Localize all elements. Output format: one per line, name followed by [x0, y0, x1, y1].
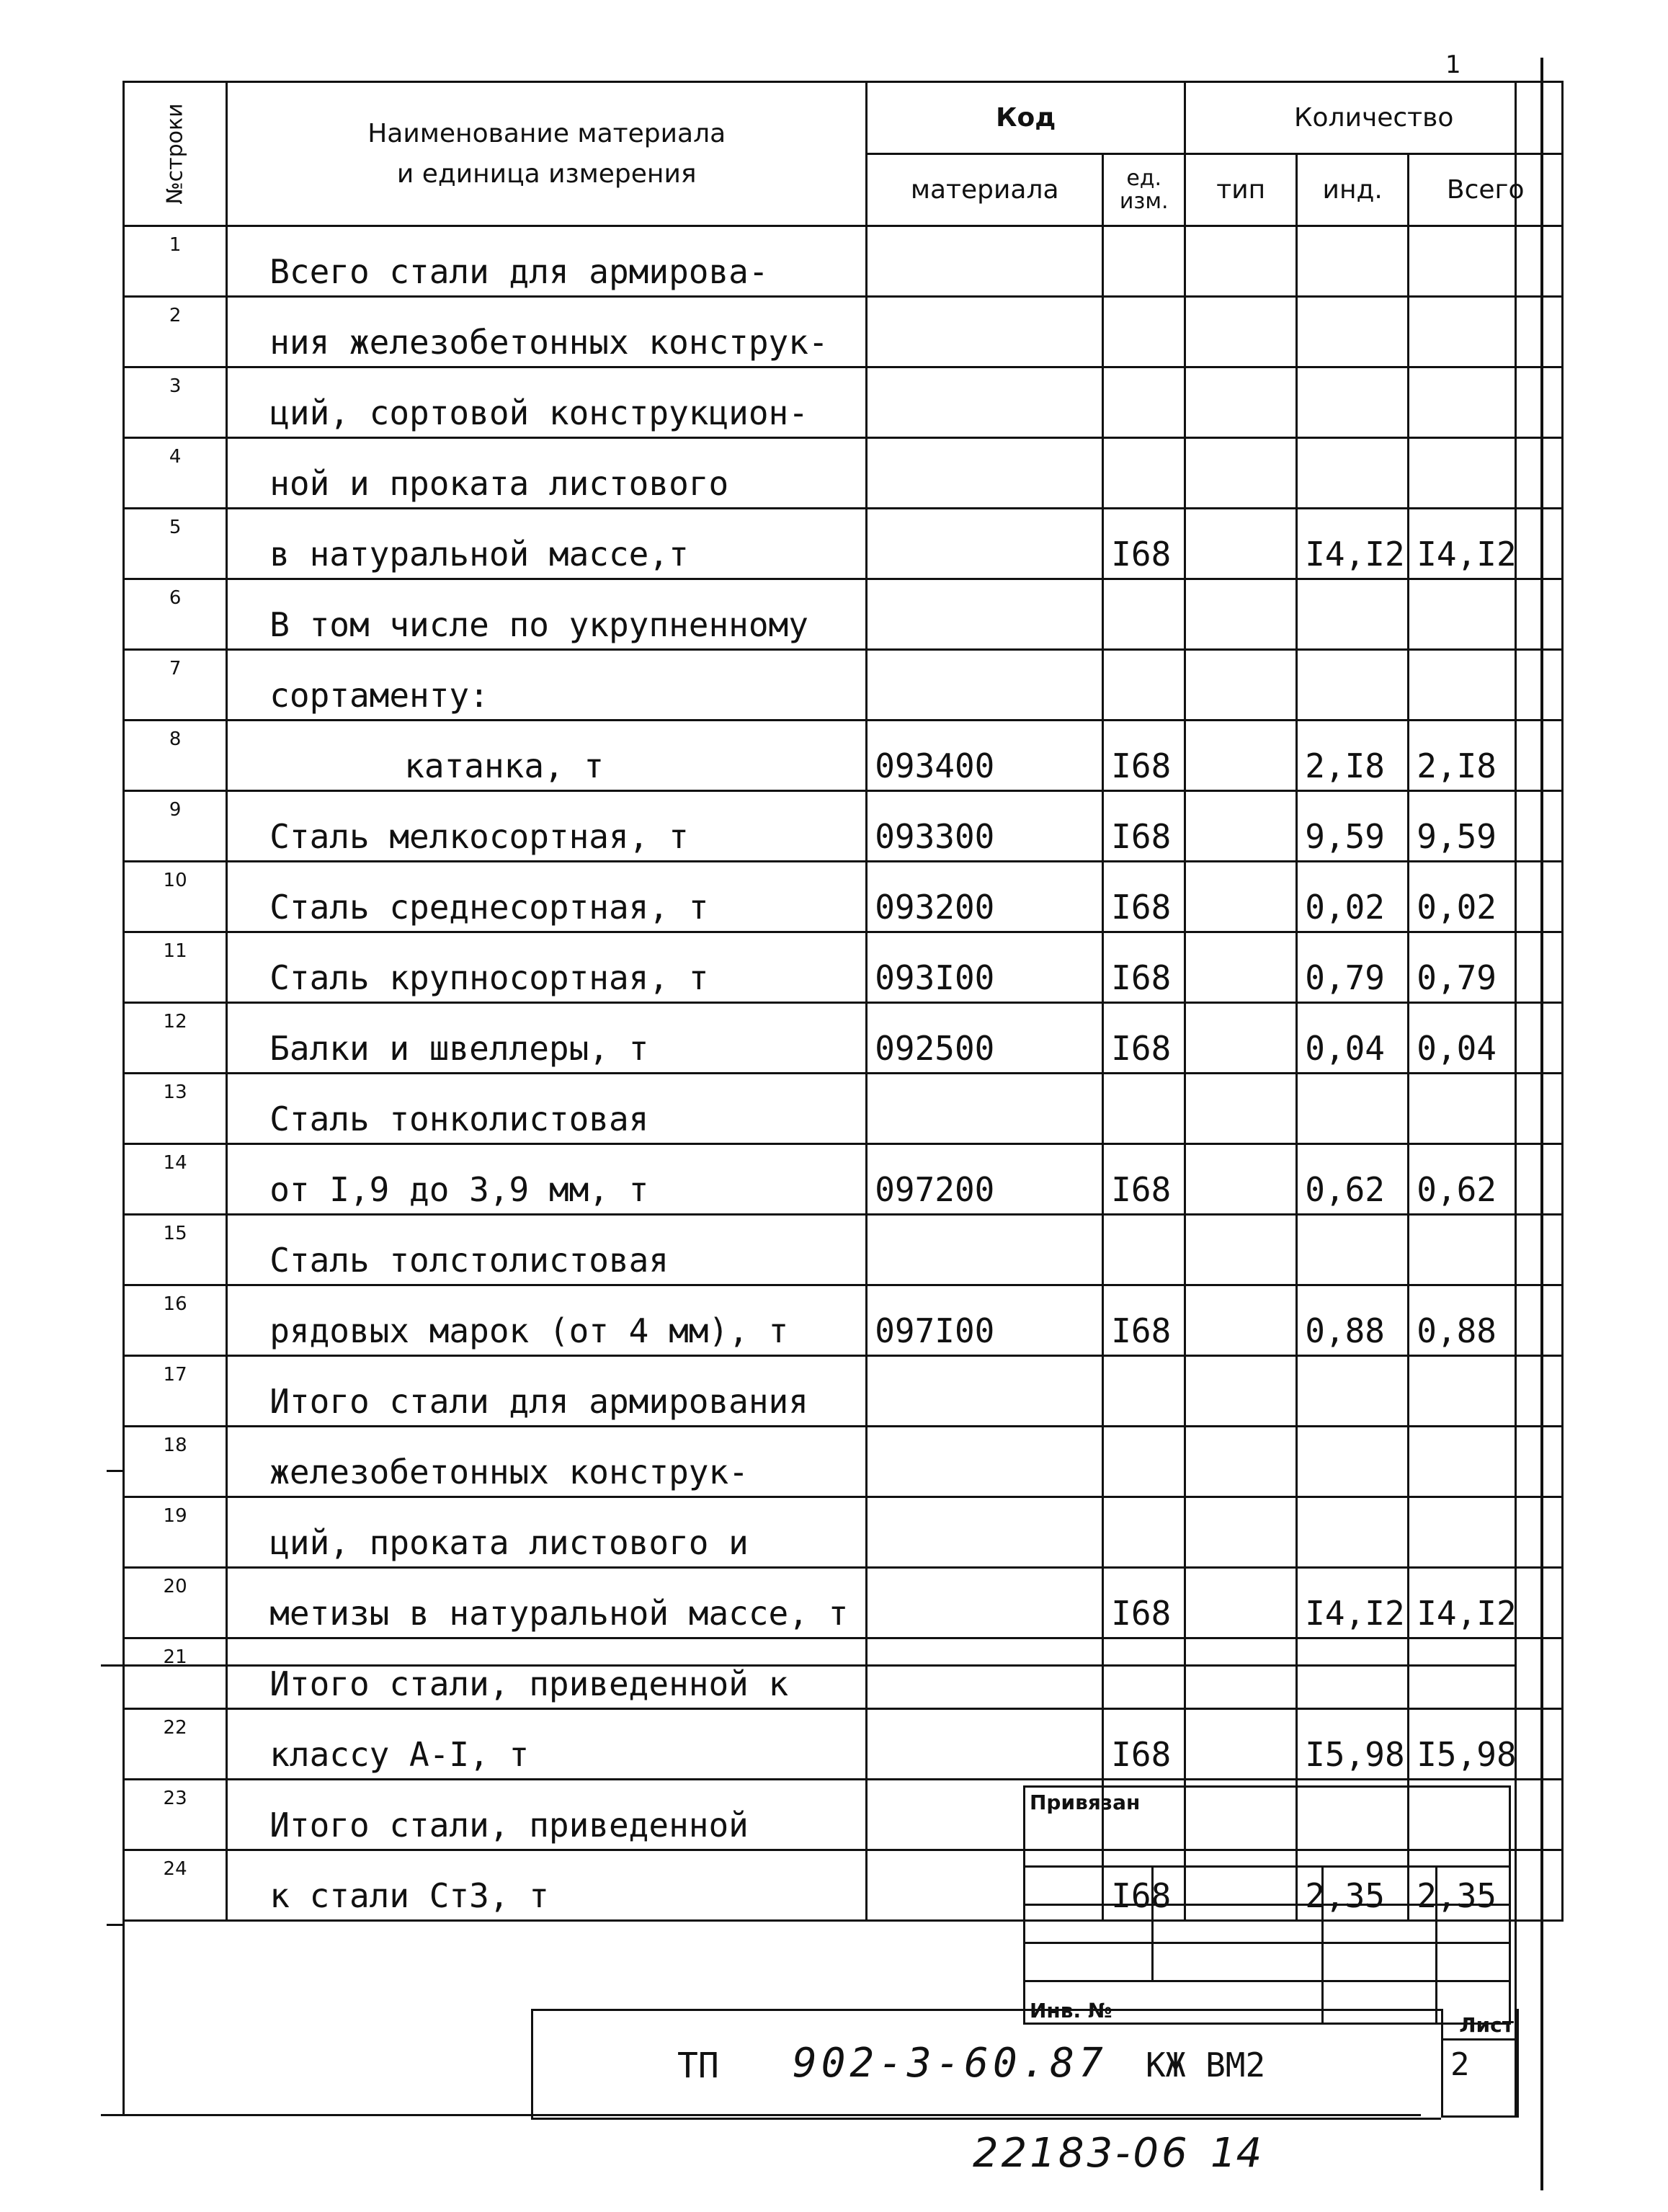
table-row	[124, 721, 1563, 791]
row-number-cell: 7	[124, 650, 227, 721]
table-row	[124, 1074, 1563, 1144]
table-row	[124, 226, 1563, 297]
material-code-cell	[867, 509, 1103, 579]
unit-code-cell	[1103, 1215, 1185, 1285]
unit-code-cell	[1103, 650, 1185, 721]
material-code-cell: 092500	[867, 1003, 1103, 1074]
type-qty-cell	[1185, 1285, 1297, 1356]
material-name-cell: классу А-I, т	[227, 1709, 867, 1780]
total-qty-cell	[1409, 650, 1563, 721]
stamp-cell	[1323, 1867, 1437, 1905]
material-name-cell: в натуральной массе,т	[227, 509, 867, 579]
stamp-cell	[1025, 1867, 1153, 1905]
type-qty-cell	[1185, 1497, 1297, 1568]
individual-qty-cell: I4,I2	[1297, 509, 1409, 579]
material-code-cell	[867, 579, 1103, 650]
stamp-cell	[1437, 1867, 1510, 1905]
material-name-cell: Сталь мелкосортная, т	[227, 791, 867, 862]
unit-code-cell: I68	[1103, 1709, 1185, 1780]
unit-code-cell: I68	[1103, 721, 1185, 791]
type-qty-cell	[1185, 932, 1297, 1003]
unit-code-cell: I68	[1103, 509, 1185, 579]
material-code-cell	[867, 650, 1103, 721]
header-code: Код	[867, 82, 1185, 154]
type-qty-cell	[1185, 1144, 1297, 1215]
material-code-cell: 093300	[867, 791, 1103, 862]
row-number-cell: 21	[124, 1638, 227, 1709]
individual-qty-cell: 2,35	[1297, 1850, 1409, 1921]
unit-code-cell: I68	[1103, 791, 1185, 862]
material-code-cell	[867, 1356, 1103, 1427]
table-row	[124, 297, 1563, 367]
table-row	[124, 1003, 1563, 1074]
stamp-cell	[1323, 1905, 1437, 1943]
table-row	[124, 862, 1563, 932]
stamp-cell	[1153, 1867, 1323, 1905]
table-row	[124, 1709, 1563, 1780]
individual-qty-cell: 0,04	[1297, 1003, 1409, 1074]
unit-code-cell: I68	[1103, 862, 1185, 932]
material-code-cell	[867, 1638, 1103, 1709]
left-tick-2	[107, 1924, 124, 1926]
archive-number: 22183-06	[973, 2130, 1190, 2177]
material-name-cell: Сталь среднесортная, т	[227, 862, 867, 932]
materials-table	[122, 81, 1564, 1922]
individual-qty-cell	[1297, 579, 1409, 650]
material-name-cell: железобетонных конструк-	[227, 1427, 867, 1497]
table-row	[124, 791, 1563, 862]
total-qty-cell	[1409, 1215, 1563, 1285]
material-code-cell	[867, 297, 1103, 367]
row-number-cell: 19	[124, 1497, 227, 1568]
header-type: тип	[1185, 154, 1297, 226]
individual-qty-cell: 0,02	[1297, 862, 1409, 932]
material-name-cell: к стали Ст3, т	[227, 1850, 867, 1921]
stamp-attached-label: Привязан	[1025, 1787, 1510, 1867]
type-qty-cell	[1185, 1074, 1297, 1144]
header-material: материала	[867, 154, 1103, 226]
individual-qty-cell	[1297, 438, 1409, 509]
sheet-box	[1441, 2009, 1519, 2118]
type-qty-cell	[1185, 1709, 1297, 1780]
total-qty-cell: 0,02	[1409, 862, 1563, 932]
individual-qty-cell: 0,62	[1297, 1144, 1409, 1215]
type-qty-cell	[1185, 367, 1297, 438]
title-mark: КЖ ВМ2	[1146, 2046, 1266, 2084]
material-name-cell: Балки и швеллеры, т	[227, 1003, 867, 1074]
row-number-cell: 22	[124, 1709, 227, 1780]
row-number-cell: 12	[124, 1003, 227, 1074]
total-qty-cell: 2,I8	[1409, 721, 1563, 791]
material-name-cell: от I,9 до 3,9 мм, т	[227, 1144, 867, 1215]
type-qty-cell	[1185, 1215, 1297, 1285]
type-qty-cell	[1185, 226, 1297, 297]
total-qty-cell	[1409, 1074, 1563, 1144]
table-row	[124, 367, 1563, 438]
individual-qty-cell	[1297, 297, 1409, 367]
material-name-cell: Всего стали для армирова-	[227, 226, 867, 297]
material-code-cell	[867, 1215, 1103, 1285]
header-quantity: Количество	[1185, 82, 1563, 154]
table-row	[124, 650, 1563, 721]
row-number-cell: 16	[124, 1285, 227, 1356]
total-qty-cell: I4,I2	[1409, 509, 1563, 579]
total-qty-cell	[1409, 438, 1563, 509]
type-qty-cell	[1185, 721, 1297, 791]
type-qty-cell	[1185, 1568, 1297, 1638]
type-qty-cell	[1185, 1356, 1297, 1427]
unit-code-cell	[1103, 1638, 1185, 1709]
title-project-code: 902-3-60.87	[793, 2040, 1107, 2087]
material-name-cell: сортаменту:	[227, 650, 867, 721]
row-number-cell: 24	[124, 1850, 227, 1921]
unit-code-cell: I68	[1103, 1003, 1185, 1074]
table-row	[124, 1285, 1563, 1356]
material-name-cell: метизы в натуральной массе, т	[227, 1568, 867, 1638]
row-number-cell: 18	[124, 1427, 227, 1497]
type-qty-cell	[1185, 650, 1297, 721]
individual-qty-cell	[1297, 1074, 1409, 1144]
row-number-cell: 4	[124, 438, 227, 509]
stamp-cell	[1437, 1905, 1510, 1943]
total-qty-cell	[1409, 367, 1563, 438]
header-unit: ед. изм.	[1103, 154, 1185, 226]
unit-code-cell: I68	[1103, 932, 1185, 1003]
total-qty-cell: 0,88	[1409, 1285, 1563, 1356]
unit-code-cell	[1103, 1427, 1185, 1497]
binding-stamp	[1023, 1785, 1511, 2025]
unit-code-cell	[1103, 367, 1185, 438]
row-number-cell: 2	[124, 297, 227, 367]
table-row	[124, 509, 1563, 579]
stamp-cell	[1025, 1905, 1153, 1943]
material-name-cell: Итого стали, приведенной	[227, 1780, 867, 1850]
individual-qty-cell: I5,98	[1297, 1709, 1409, 1780]
material-code-cell	[867, 367, 1103, 438]
page-number: 14	[1210, 2130, 1262, 2177]
row-number-cell: 13	[124, 1074, 227, 1144]
title-block	[533, 2009, 1441, 2120]
material-name-cell: В том числе по укрупненному	[227, 579, 867, 650]
row-number-cell: 20	[124, 1568, 227, 1638]
total-qty-cell	[1409, 1497, 1563, 1568]
row-number-cell: 6	[124, 579, 227, 650]
material-name-cell: Сталь тонколистовая	[227, 1074, 867, 1144]
material-code-cell	[867, 1568, 1103, 1638]
title-prefix: ТП	[677, 2046, 719, 2086]
material-name-cell: Итого стали, приведенной к	[227, 1638, 867, 1709]
type-qty-cell	[1185, 509, 1297, 579]
material-name-cell: катанка, т	[227, 721, 867, 791]
unit-code-cell	[1103, 1074, 1185, 1144]
material-name-cell: Сталь крупносортная, т	[227, 932, 867, 1003]
unit-code-cell	[1103, 1356, 1185, 1427]
individual-qty-cell: 2,I8	[1297, 721, 1409, 791]
table-row	[124, 1427, 1563, 1497]
material-name-cell: ной и проката листового	[227, 438, 867, 509]
table-row	[124, 438, 1563, 509]
total-qty-cell: 0,79	[1409, 932, 1563, 1003]
total-qty-cell	[1409, 1356, 1563, 1427]
unit-code-cell: I68	[1103, 1568, 1185, 1638]
row-number-cell: 15	[124, 1215, 227, 1285]
type-qty-cell	[1185, 1427, 1297, 1497]
total-qty-cell: 2,35	[1409, 1850, 1563, 1921]
individual-qty-cell: 0,79	[1297, 932, 1409, 1003]
unit-code-cell	[1103, 297, 1185, 367]
type-qty-cell	[1185, 791, 1297, 862]
individual-qty-cell	[1297, 1215, 1409, 1285]
table-row	[124, 579, 1563, 650]
row-number-cell: 11	[124, 932, 227, 1003]
individual-qty-cell	[1297, 226, 1409, 297]
total-qty-cell: I5,98	[1409, 1709, 1563, 1780]
material-code-cell	[867, 438, 1103, 509]
row-number-cell: 14	[124, 1144, 227, 1215]
stamp-cell	[1153, 1905, 1323, 1943]
sheet-number: 2	[1450, 2046, 1470, 2083]
type-qty-cell	[1185, 438, 1297, 509]
total-qty-cell	[1409, 1427, 1563, 1497]
row-number-cell: 17	[124, 1356, 227, 1427]
table-row	[124, 1638, 1563, 1709]
header-row-number: №строки	[124, 82, 227, 226]
individual-qty-cell	[1297, 367, 1409, 438]
individual-qty-cell	[1297, 650, 1409, 721]
row-number-cell: 1	[124, 226, 227, 297]
table-row	[124, 1144, 1563, 1215]
stamp-cell	[1153, 1943, 1323, 1981]
individual-qty-cell	[1297, 1497, 1409, 1568]
material-code-cell: 093200	[867, 862, 1103, 932]
material-name-cell: Сталь толстолистовая	[227, 1215, 867, 1285]
material-code-cell: 097I00	[867, 1285, 1103, 1356]
unit-code-cell	[1103, 1497, 1185, 1568]
individual-qty-cell: 9,59	[1297, 791, 1409, 862]
total-qty-cell	[1409, 226, 1563, 297]
material-name-cell: ций, сортовой конструкцион-	[227, 367, 867, 438]
table-row	[124, 1568, 1563, 1638]
type-qty-cell	[1185, 297, 1297, 367]
stamp-cell	[1323, 1943, 1437, 1981]
unit-code-cell	[1103, 226, 1185, 297]
row-number-cell: 8	[124, 721, 227, 791]
total-qty-cell: I4,I2	[1409, 1568, 1563, 1638]
material-code-cell: 093400	[867, 721, 1103, 791]
material-code-cell	[867, 1497, 1103, 1568]
stamp-cell	[1025, 1943, 1153, 1981]
table-row	[124, 1356, 1563, 1427]
table-row	[124, 1215, 1563, 1285]
stamp-cell	[1437, 1943, 1510, 1981]
unit-code-cell: I68	[1103, 1285, 1185, 1356]
row-number-cell: 5	[124, 509, 227, 579]
total-qty-cell	[1409, 297, 1563, 367]
total-qty-cell: 0,04	[1409, 1003, 1563, 1074]
material-name-cell: рядовых марок (от 4 мм), т	[227, 1285, 867, 1356]
individual-qty-cell: 0,88	[1297, 1285, 1409, 1356]
row-number-cell: 9	[124, 791, 227, 862]
sheet-label: Лист	[1443, 2009, 1517, 2041]
unit-code-cell: I68	[1103, 1850, 1185, 1921]
title-block-left-line	[531, 2009, 533, 2120]
material-code-cell	[867, 226, 1103, 297]
individual-qty-cell	[1297, 1356, 1409, 1427]
header-name: Наименование материала и единица измерения	[227, 82, 867, 226]
material-name-cell: ния железобетонных конструк-	[227, 297, 867, 367]
header-total: Всего	[1409, 154, 1563, 226]
total-qty-cell: 9,59	[1409, 791, 1563, 862]
header-individual: инд.	[1297, 154, 1409, 226]
unit-code-cell	[1103, 438, 1185, 509]
material-name-cell: Итого стали для армирования	[227, 1356, 867, 1427]
total-qty-cell: 0,62	[1409, 1144, 1563, 1215]
type-qty-cell	[1185, 579, 1297, 650]
individual-qty-cell	[1297, 1638, 1409, 1709]
total-qty-cell	[1409, 1638, 1563, 1709]
individual-qty-cell	[1297, 1427, 1409, 1497]
type-qty-cell	[1185, 862, 1297, 932]
row-number-cell: 23	[124, 1780, 227, 1850]
table-row	[124, 1497, 1563, 1568]
material-code-cell: 093I00	[867, 932, 1103, 1003]
material-code-cell: 097200	[867, 1144, 1103, 1215]
row-number-cell: 3	[124, 367, 227, 438]
type-qty-cell	[1185, 1003, 1297, 1074]
unit-code-cell	[1103, 579, 1185, 650]
total-qty-cell	[1409, 579, 1563, 650]
left-tick-1	[107, 1470, 124, 1472]
unit-code-cell: I68	[1103, 1144, 1185, 1215]
stamp-inv-label: Инв. №	[1025, 1981, 1323, 2024]
table-row	[124, 932, 1563, 1003]
row-number-cell: 10	[124, 862, 227, 932]
material-code-cell	[867, 1074, 1103, 1144]
material-name-cell: ций, проката листового и	[227, 1497, 867, 1568]
type-qty-cell	[1185, 1638, 1297, 1709]
individual-qty-cell: I4,I2	[1297, 1568, 1409, 1638]
material-code-cell	[867, 1709, 1103, 1780]
material-code-cell	[867, 1427, 1103, 1497]
top-mark: 1	[1445, 50, 1461, 79]
